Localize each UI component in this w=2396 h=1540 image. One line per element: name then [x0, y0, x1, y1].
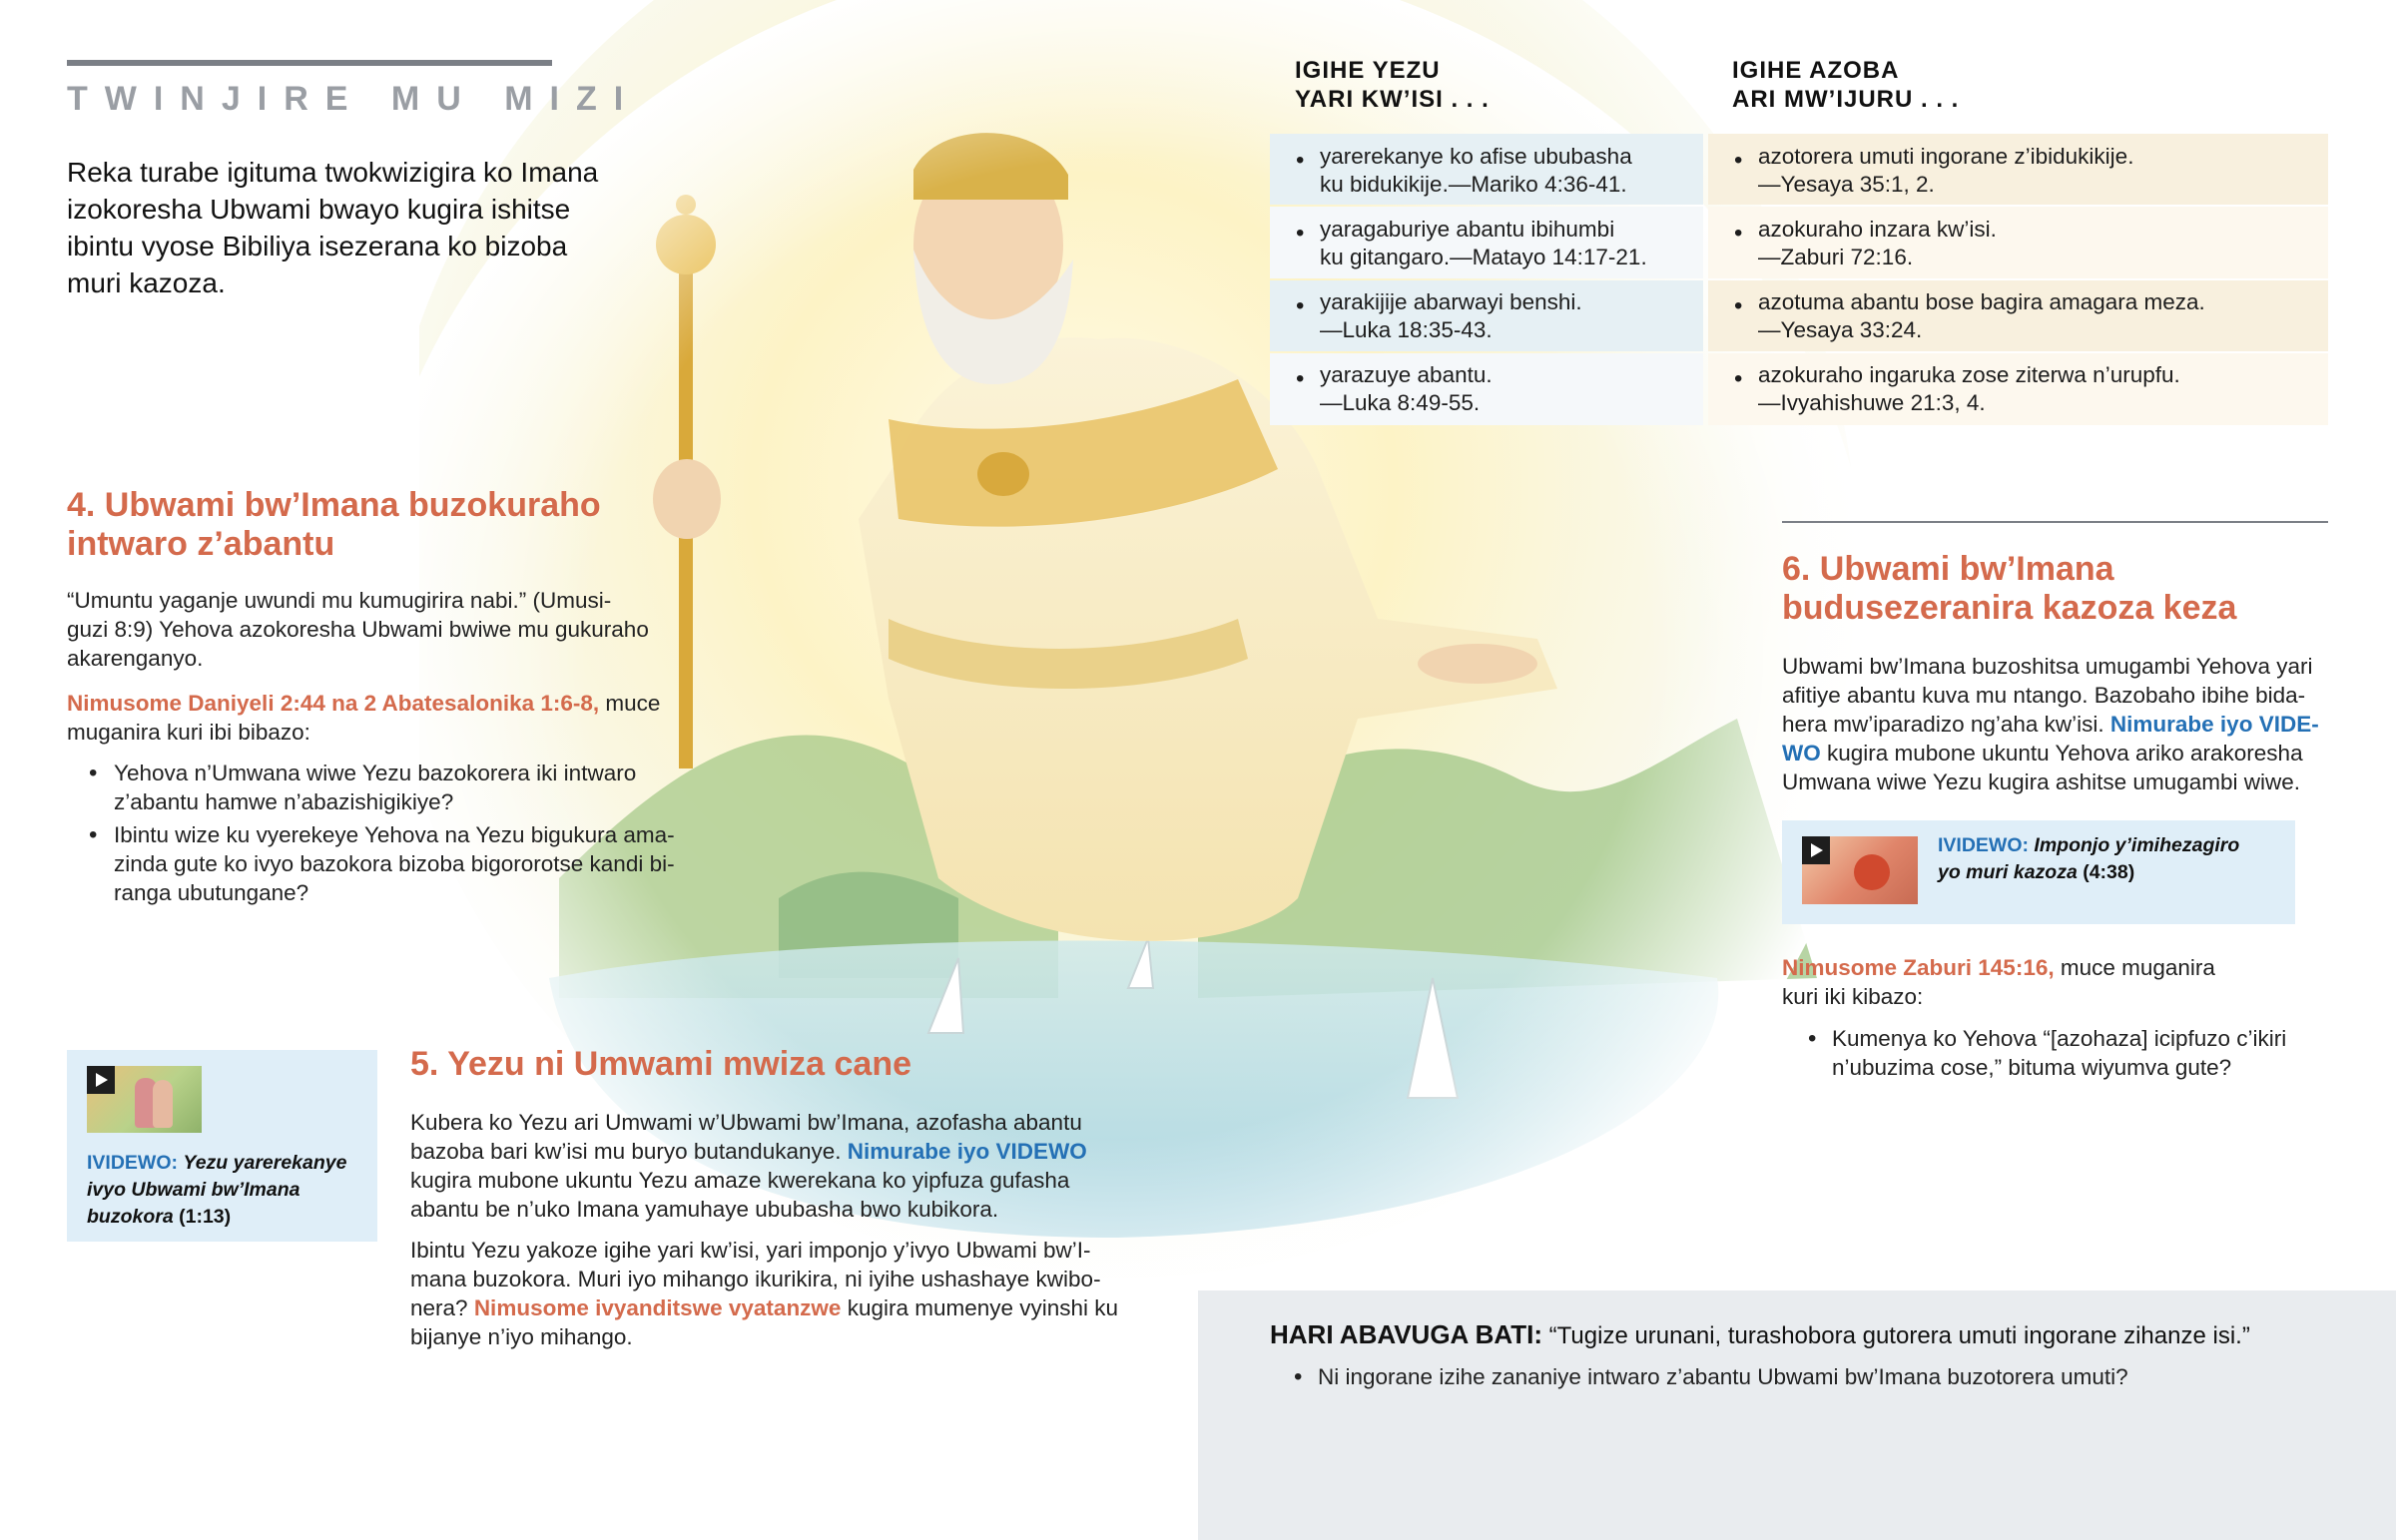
video-duration: (1:13) — [179, 1206, 232, 1228]
text-line: abantu be n’uko Imana yamuhaye ububasha bwo kubikora. — [410, 1197, 999, 1222]
section-4-questions — [67, 759, 706, 907]
cell-line: —Yesaya 33:24. — [1758, 317, 1923, 342]
section-4-title — [67, 486, 601, 564]
text-fragment: kugira mubone ukuntu Yehova ariko arakoresha — [1820, 741, 2303, 766]
cell-line: —Yesaya 35:1, 2. — [1758, 172, 1935, 197]
video-box-future-blessings[interactable] — [1782, 820, 2295, 924]
video-link[interactable]: WO — [1782, 741, 1821, 766]
page-kicker: TWINJIRE MU MIZI — [67, 80, 641, 118]
video-label: IVIDEWO: — [1938, 834, 2029, 856]
section-title-line: 4. Ubwami bw’Imana buzokuraho — [67, 486, 601, 524]
thumbnail-figure — [153, 1080, 173, 1128]
text-fragment: nera? — [410, 1295, 474, 1320]
video-duration: (4:38) — [2083, 861, 2135, 883]
table-right-header — [1732, 56, 1959, 114]
section-6-rule — [1782, 521, 2328, 523]
text-line: Ubwami bw’Imana buzoshitsa umugambi Yehova yari — [1782, 654, 2313, 679]
video-box-jesus-showed[interactable] — [67, 1050, 377, 1242]
cell-line: • azotuma abantu bose bagira amagara meza. — [1758, 289, 2205, 314]
question-item — [1784, 1024, 2343, 1082]
video-caption — [87, 1150, 366, 1231]
cell-line: • yarerekanye ko afise ububasha — [1320, 144, 1632, 169]
video-title: buzokora — [87, 1206, 174, 1228]
text-line: ranga ubutungane? — [114, 880, 309, 905]
scripture-link[interactable]: Nimusome Daniyeli 2:44 na 2 Abatesalonika 1:6-8, — [67, 691, 600, 716]
section-6-paragraph — [1782, 652, 2341, 796]
table-left-header — [1295, 56, 1490, 114]
cell-line: —Luka 18:35-43. — [1320, 317, 1493, 342]
section-title-line: budusezeranira kazoza keza — [1782, 589, 2237, 627]
text-line: zinda gute ko ivyo bazokora bizoba bigororotse kandi bi- — [114, 851, 675, 876]
section-5-paragraph-2 — [410, 1236, 1129, 1351]
text-line: Kubera ko Yezu ari Umwami w’Ubwami bw’Imana, azofasha abantu — [410, 1110, 1082, 1135]
section-6-read-instruction — [1782, 953, 2341, 1011]
section-title-line: 6. Ubwami bw’Imana — [1782, 550, 2114, 588]
thumbnail-figure — [1854, 854, 1890, 890]
section-6-title — [1782, 550, 2236, 628]
cell-line: ku gitangaro.—Matayo 14:17-21. — [1320, 245, 1647, 269]
video-title: ivyo Ubwami bw’Imana — [87, 1179, 300, 1201]
table-cell-jesus-heaven — [1708, 216, 2328, 271]
video-link[interactable]: Nimurabe iyo VIDEWO — [847, 1139, 1087, 1164]
section-title-line: intwaro z’abantu — [67, 525, 335, 563]
table-cell-jesus-earth — [1270, 288, 1703, 344]
table-cell-jesus-heaven — [1708, 361, 2328, 417]
section-4-read-instruction — [67, 689, 686, 747]
play-icon[interactable] — [87, 1066, 115, 1094]
some-people-say-quote — [1270, 1318, 2378, 1352]
intro-text: Reka turabe igituma twokwizigira ko Imana izokoresha Ubwami bwayo kugira ishitse ibintu vyose Bibiliya isezerana ko bizoba muri kazoza. — [67, 157, 599, 298]
cell-line: • yaragaburiye abantu ibihumbi — [1320, 217, 1615, 242]
cell-line: —Zaburi 72:16. — [1758, 245, 1914, 269]
text-line: guzi 8:9) Yehova azokoresha Ubwami bwiwe mu gukuraho — [67, 617, 649, 642]
text-line: bijanye n’iyo mihango. — [410, 1324, 633, 1349]
table-cell-jesus-heaven — [1708, 143, 2328, 199]
text-line: muganira kuri ibi bibazo: — [67, 720, 310, 745]
cell-line: —Luka 8:49-55. — [1320, 390, 1481, 415]
video-title: Imponjo y’imihezagiro — [2034, 834, 2240, 856]
text-line: afitiye abantu kuva mu ntango. Bazobaho ibihe bida- — [1782, 683, 2306, 708]
text-fragment: bazoba bari kw’isi mu buryo butandukanye. — [410, 1139, 848, 1164]
some-people-say-panel — [1198, 1290, 2396, 1540]
text-line: • Kumenya ko Yehova “[azohaza] icipfuzo c’ikiri — [1832, 1026, 2287, 1051]
text-line: mana buzokora. Muri iyo mihango ikurikira, ni iyihe ushashaye kwibo- — [410, 1267, 1101, 1291]
panel-label: HARI ABAVUGA BATI: — [1270, 1319, 1542, 1349]
table-cell-jesus-heaven — [1708, 288, 2328, 344]
cell-line: ku bidukikije.—Mariko 4:36-41. — [1320, 172, 1627, 197]
text-fragment: kugira mumenye vyinshi ku — [841, 1295, 1119, 1320]
table-cell-jesus-earth — [1270, 216, 1703, 271]
video-caption — [1938, 832, 2287, 886]
cell-line: —Ivyahishuwe 21:3, 4. — [1758, 390, 1986, 415]
cell-line: • azotorera umuti ingorane z’ibidukikije. — [1758, 144, 2134, 169]
video-label: IVIDEWO: — [87, 1152, 178, 1174]
quote-text: “Tugize urunani, turashobora gutorera umuti ingorane zihanze isi.” — [1541, 1322, 2250, 1349]
question-item — [67, 820, 706, 907]
video-link[interactable]: Nimurabe iyo VIDE- — [2109, 712, 2319, 737]
question-item — [67, 759, 706, 816]
text-line: • Ibintu wize ku vyerekeye Yehova na Yezu bigukura ama- — [114, 822, 675, 847]
play-icon[interactable] — [1802, 836, 1830, 864]
section-6-question — [1784, 1024, 2343, 1082]
question-item: • Ni ingorane izihe zananiye intwaro z’abantu Ubwami bw’Imana buzotorera umuti? — [1270, 1362, 2378, 1391]
text-fragment: muce — [599, 691, 661, 716]
section-4-paragraph — [67, 586, 686, 673]
text-line: akarenganyo. — [67, 646, 204, 671]
text-line: “Umuntu yaganje uwundi mu kumugirira nabi.” (Umusi- — [67, 588, 612, 613]
text-fragment: hera mw’iparadizo ng’aha kw’isi. — [1782, 712, 2110, 737]
text-line: n’ubuzima cose,” bituma wiyumva gute? — [1832, 1055, 2232, 1080]
table-left-header-line2: YARI KW’ISI . . . — [1295, 86, 1490, 113]
video-title: yo muri kazoza — [1938, 861, 2078, 883]
text-line: Umwana wiwe Yezu kugira ashitse umugambi wiwe. — [1782, 770, 2300, 794]
cell-line: • yarazuye abantu. — [1320, 362, 1493, 387]
text-line: Ibintu Yezu yakoze igihe yari kw’isi, yari imponjo y’ivyo Ubwami bw’I- — [410, 1238, 1091, 1263]
scripture-link[interactable]: Nimusome ivyanditswe vyatanzwe — [473, 1295, 842, 1320]
video-title: Yezu yarerekanye — [183, 1152, 347, 1174]
scripture-link[interactable]: Nimusome Zaburi 145:16, — [1782, 955, 2055, 980]
table-cell-jesus-earth — [1270, 361, 1703, 417]
cell-line: • azokuraho ingaruka zose ziterwa n’urupfu. — [1758, 362, 2180, 387]
panel-question — [1270, 1362, 2378, 1391]
text-fragment: muce muganira — [2054, 955, 2215, 980]
text-line: kuri iki kibazo: — [1782, 984, 1924, 1009]
header-rule — [67, 60, 552, 66]
section-5-paragraph-1 — [410, 1108, 1129, 1224]
section-5-title: 5. Yezu ni Umwami mwiza cane — [410, 1045, 912, 1083]
cell-line: • azokuraho inzara kw’isi. — [1758, 217, 1997, 242]
table-right-header-line1: IGIHE AZOBA — [1732, 57, 1900, 84]
text-line: z’abantu hamwe n’abazishigikiye? — [114, 789, 454, 814]
text-line: kugira mubone ukuntu Yezu amaze kwerekana ko yipfuza gufasha — [410, 1168, 1070, 1193]
text-line: • Yehova n’Umwana wiwe Yezu bazokorera iki intwaro — [114, 761, 637, 785]
table-left-header-line1: IGIHE YEZU — [1295, 57, 1441, 84]
cell-line: • yarakijije abarwayi benshi. — [1320, 289, 1582, 314]
table-right-header-line2: ARI MW’IJURU . . . — [1732, 86, 1960, 113]
table-cell-jesus-earth — [1270, 143, 1703, 199]
